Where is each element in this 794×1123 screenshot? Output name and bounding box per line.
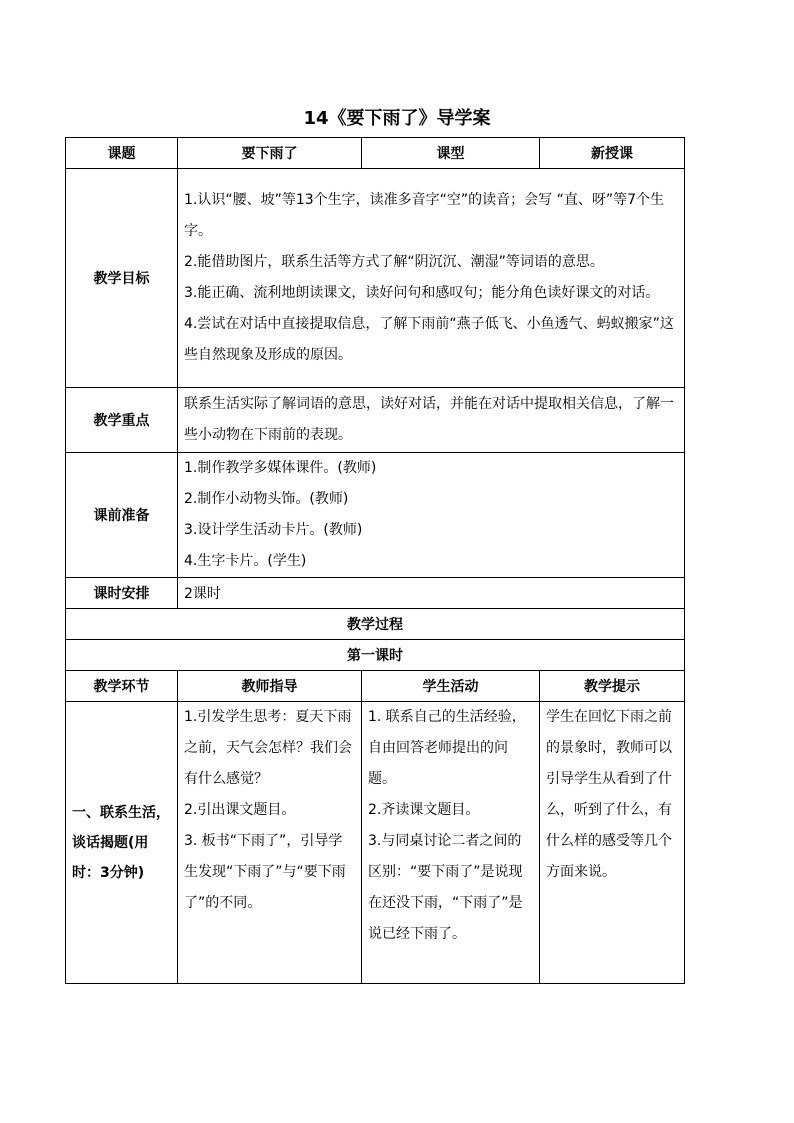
teacher-step: 2.引出课文题目。 <box>184 802 296 818</box>
objectives-label: 教学目标 <box>66 169 178 388</box>
column-header-row <box>66 671 685 702</box>
type-label: 课型 <box>362 138 540 169</box>
student-step: 2.齐读课文题目。 <box>368 802 480 818</box>
column-header-tips: 教学提示 <box>540 671 685 702</box>
topic-label: 课题 <box>66 138 178 169</box>
lesson-title: 第一课时 <box>66 640 685 671</box>
column-header-teacher: 教师指导 <box>178 671 362 702</box>
key-points-row <box>66 388 685 453</box>
objectives-row <box>66 169 685 388</box>
preparation-item: 2.制作小动物头饰。(教师) <box>184 491 349 507</box>
schedule-row <box>66 578 685 609</box>
key-points-label: 教学重点 <box>66 388 178 453</box>
objective-item: 4.尝试在对话中直接提取信息，了解下雨前“燕子低飞、小鱼透气、蚂蚁搬家”这些自然现象及形成的原因。 <box>184 316 674 363</box>
student-step: 3.与同桌讨论二者之间的区别：“要下雨了”是说现在还没下雨，“下雨了”是说已经下雨了。 <box>368 833 523 942</box>
teacher-guidance <box>178 702 362 984</box>
stage-row <box>66 702 685 984</box>
objectives-content <box>178 169 685 388</box>
preparation-item: 4.生字卡片。(学生) <box>184 553 307 569</box>
stage-name: 一、联系生活，谈话揭题(用时：3分钟) <box>66 702 178 984</box>
preparation-row <box>66 453 685 578</box>
lesson-title-row <box>66 640 685 671</box>
schedule-label: 课时安排 <box>66 578 178 609</box>
process-title-row <box>66 609 685 640</box>
process-title: 教学过程 <box>66 609 685 640</box>
teacher-step: 1.引发学生思考：夏天下雨之前，天气会怎样？我们会有什么感觉？ <box>184 709 352 787</box>
schedule-value: 2课时 <box>178 578 685 609</box>
document-title: 14《要下雨了》导学案 <box>303 108 491 129</box>
preparation-item: 3.设计学生活动卡片。(教师) <box>184 522 363 538</box>
header-row <box>66 138 685 169</box>
preparation-label: 课前准备 <box>66 453 178 578</box>
objective-item: 3.能正确、流利地朗读课文，读好问句和感叹句；能分角色读好课文的对话。 <box>184 285 660 301</box>
student-activity <box>362 702 540 984</box>
lesson-plan-table <box>65 137 685 984</box>
student-step: 1. 联系自己的生活经验，自由回答老师提出的问题。 <box>368 709 526 787</box>
preparation-content <box>178 453 685 578</box>
objective-item: 1.认识“腰、坡”等13个生字，读准多音字“空”的读音；会写 “直、呀”等7个生字。 <box>184 192 665 239</box>
objective-item: 2.能借助图片，联系生活等方式了解“阴沉沉、潮湿”等词语的意思。 <box>184 254 604 270</box>
teaching-tips: 学生在回忆下雨之前的景象时，教师可以引导学生从看到了什么，听到了什么，有什么样的感受等几个方面来说。 <box>540 702 685 984</box>
topic-value: 要下雨了 <box>178 138 362 169</box>
type-value: 新授课 <box>540 138 685 169</box>
key-points-content: 联系生活实际了解词语的意思，读好对话，并能在对话中提取相关信息，了解一些小动物在下雨前的表现。 <box>178 388 685 453</box>
preparation-item: 1.制作教学多媒体课件。(教师) <box>184 460 377 476</box>
teacher-step: 3. 板书“下雨了”，引导学生发现“下雨了”与“要下雨了”的不同。 <box>184 833 346 911</box>
column-header-stage: 教学环节 <box>66 671 178 702</box>
column-header-student: 学生活动 <box>362 671 540 702</box>
